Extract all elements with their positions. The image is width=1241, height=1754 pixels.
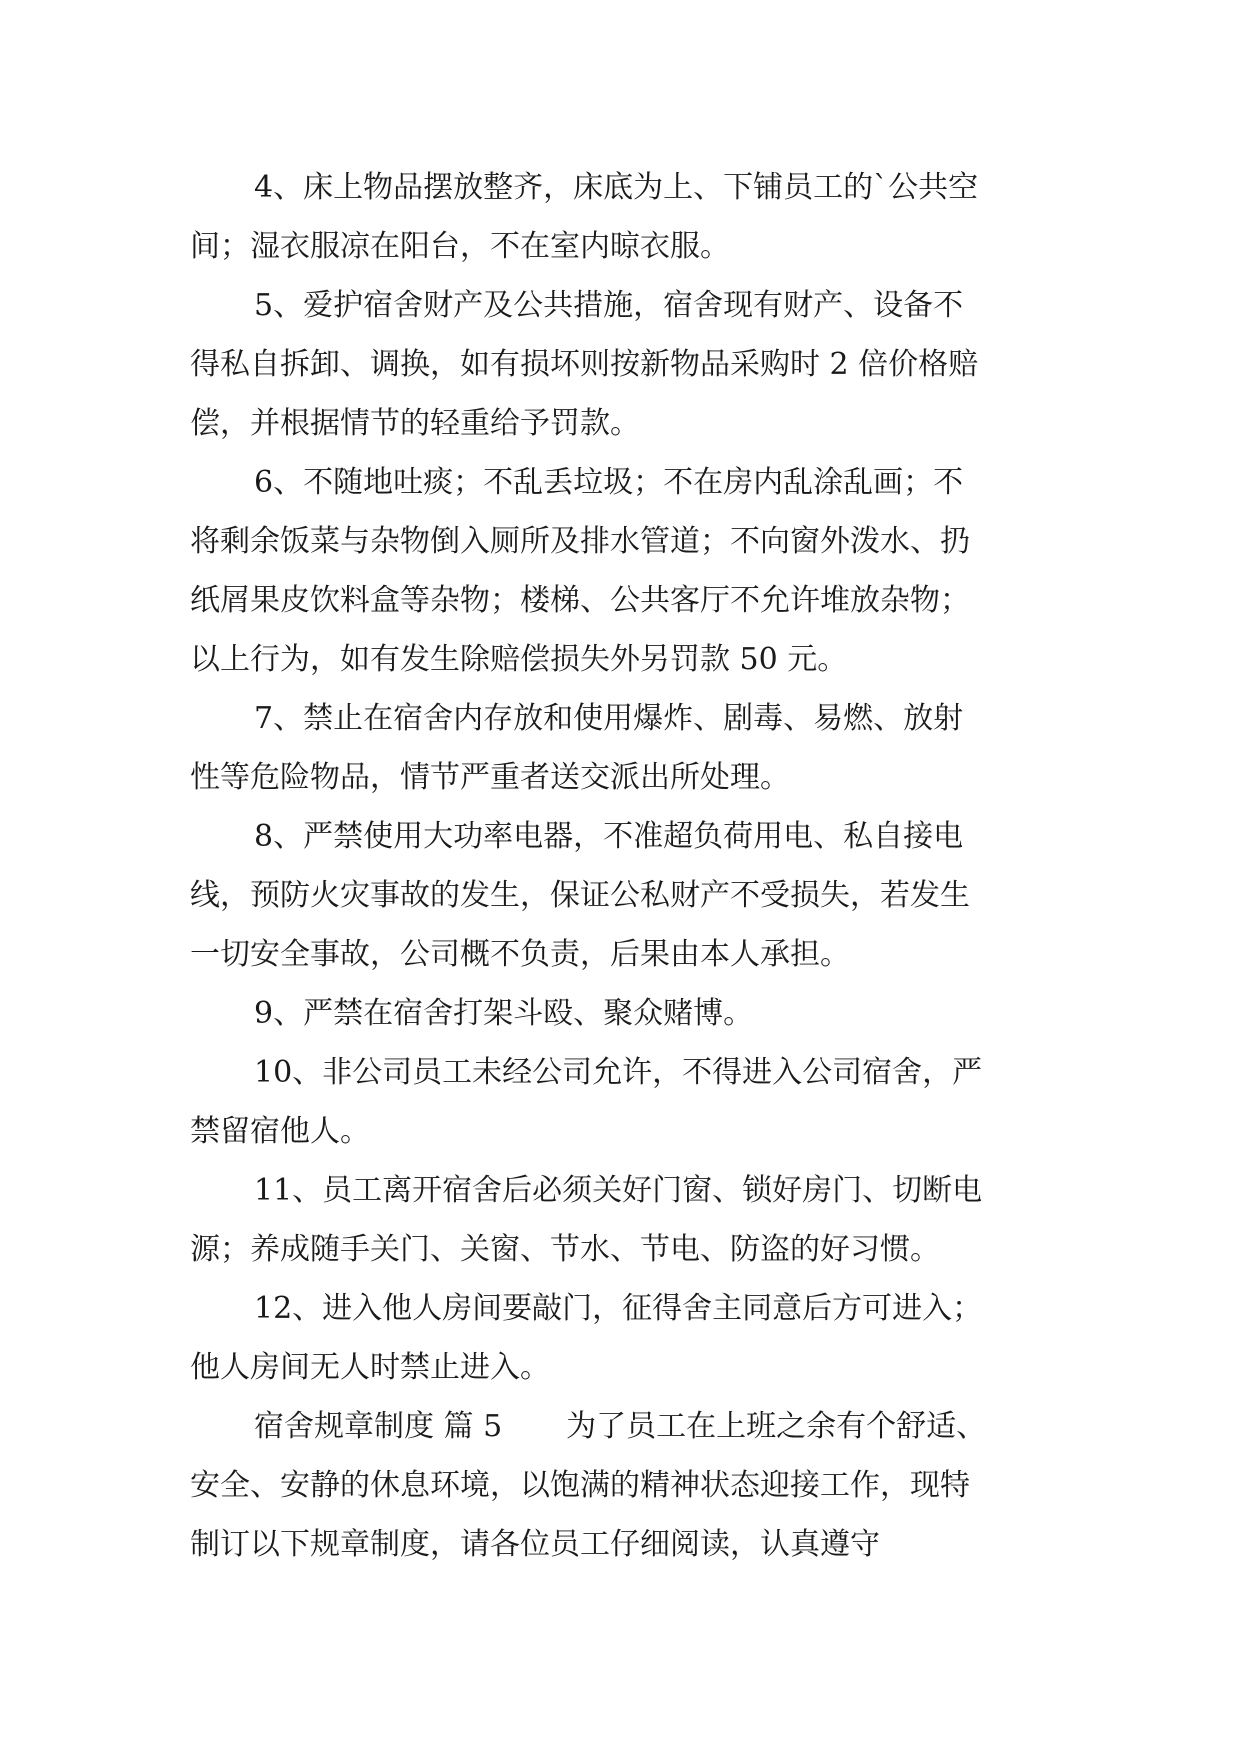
rule-item-12 (190, 1279, 1070, 1397)
section-heading: 宿舍规章制度 篇 5 (254, 1409, 503, 1444)
text-line: 他人房间无人时禁止进入。 (190, 1350, 550, 1385)
text-line: 源；养成随手关门、关窗、节水、节电、防盗的好习惯。 (190, 1232, 940, 1267)
rule-item-7 (190, 689, 1070, 807)
section-first-line (190, 1397, 1070, 1456)
text-line: 6、不随地吐痰；不乱丢垃圾；不在房内乱涂乱画；不 (254, 465, 964, 500)
text-line: 7、禁止在宿舍内存放和使用爆炸、剧毒、易燃、放射 (254, 701, 964, 736)
text-line: 4、床上物品摆放整齐，床底为上、下铺员工的`公共空 (254, 170, 979, 205)
rule-item-5 (190, 276, 1070, 453)
rule-item-6 (190, 453, 1070, 689)
document-body (190, 158, 1070, 1574)
text-line: 纸屑果皮饮料盒等杂物；楼梯、公共客厅不允许堆放杂物； (190, 583, 970, 618)
text-line: 得私自拆卸、调换，如有损坏则按新物品采购时 2 倍价格赔 (190, 347, 979, 382)
rule-item-9 (190, 984, 1070, 1043)
text-line: 12、进入他人房间要敲门，征得舍主同意后方可进入； (254, 1291, 983, 1326)
text-line: 8、严禁使用大功率电器，不准超负荷用电、私自接电 (254, 819, 964, 854)
text-line: 制订以下规章制度，请各位员工仔细阅读，认真遵守 (190, 1527, 880, 1562)
section-5-intro (190, 1397, 1070, 1574)
rule-item-4 (190, 158, 1070, 276)
text-fragment: 为了员工在上班之余有个舒适、 (566, 1409, 987, 1444)
text-line: 禁留宿他人。 (190, 1114, 370, 1149)
text-line: 10、非公司员工未经公司允许，不得进入公司宿舍，严 (254, 1055, 983, 1090)
rule-item-8 (190, 807, 1070, 984)
text-line: 线，预防火灾事故的发生，保证公私财产不受损失，若发生 (190, 878, 970, 913)
text-line: 11、员工离开宿舍后必须关好门窗、锁好房门、切断电 (254, 1173, 983, 1208)
text-line: 9、严禁在宿舍打架斗殴、聚众赌博。 (254, 996, 754, 1031)
rule-item-10 (190, 1043, 1070, 1161)
text-line: 将剩余饭菜与杂物倒入厕所及排水管道；不向窗外泼水、扔 (190, 524, 970, 559)
text-line: 以上行为，如有发生除赔偿损失外另罚款 50 元。 (190, 642, 848, 677)
text-line: 一切安全事故，公司概不负责，后果由本人承担。 (190, 937, 850, 972)
text-line: 5、爱护宿舍财产及公共措施，宿舍现有财产、设备不 (254, 288, 964, 323)
text-line: 偿，并根据情节的轻重给予罚款。 (190, 406, 640, 441)
text-line: 安全、安静的休息环境，以饱满的精神状态迎接工作，现特 (190, 1468, 970, 1503)
text-line: 性等危险物品，情节严重者送交派出所处理。 (190, 760, 790, 795)
text-line: 间；湿衣服凉在阳台，不在室内晾衣服。 (190, 229, 730, 264)
rule-item-11 (190, 1161, 1070, 1279)
